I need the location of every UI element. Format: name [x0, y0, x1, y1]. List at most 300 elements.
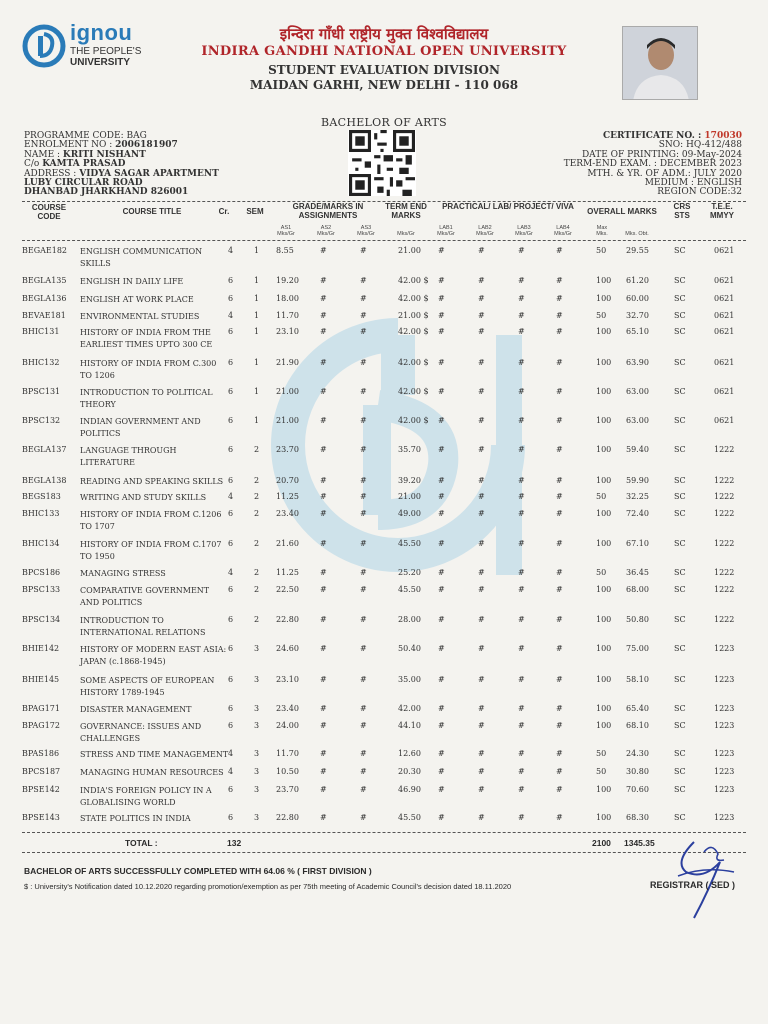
cell-code: BEVAE181	[22, 311, 66, 320]
cell-as1: 20.70	[276, 476, 299, 485]
cell-as1: 19.20	[276, 276, 299, 285]
cell-as1: 23.70	[276, 445, 299, 454]
cell-l4: #	[556, 358, 563, 367]
cell-sem: 1	[254, 358, 260, 367]
cell-l2: #	[478, 492, 485, 501]
cell-l3: #	[518, 675, 525, 684]
sub-as3: AS3 Mks/Gr	[357, 225, 375, 237]
cell-te: 12.60	[398, 749, 421, 758]
cell-max: 100	[596, 721, 612, 730]
cell-te: 50.40	[398, 644, 421, 653]
cell-te: 42.00 $	[398, 358, 429, 367]
cell-l4: #	[556, 704, 563, 713]
cell-code: BHIC133	[22, 509, 60, 518]
cell-l3: #	[518, 539, 525, 548]
university-address: MAIDAN GARHI, NEW DELHI - 110 068	[249, 78, 519, 92]
cell-cr: 6	[228, 785, 234, 794]
cell-sem: 2	[254, 476, 260, 485]
cell-code: BPSC134	[22, 615, 61, 624]
cell-l2: #	[478, 749, 485, 758]
student-name: KRITI NISHANT	[62, 149, 146, 160]
cell-max: 50	[596, 492, 607, 501]
cell-obt: 63.90	[626, 358, 649, 367]
cell-obt: 32.70	[626, 311, 649, 320]
cell-title: MANAGING STRESS	[80, 569, 166, 578]
cell-obt: 50.80	[626, 615, 649, 624]
cell-title: HISTORY OF MODERN EAST ASIA: JAPAN (c.1868-1945)	[80, 645, 227, 666]
cell-l4: #	[556, 311, 563, 320]
medium: MEDIUM : ENGLISH	[644, 178, 742, 189]
cell-code: BHIC132	[22, 358, 60, 367]
cell-l1: #	[438, 416, 445, 425]
cell-sem: 1	[254, 294, 260, 303]
cell-sts: SC	[674, 416, 686, 425]
cell-max: 100	[596, 416, 612, 425]
footnote: $ : University's Notification dated 10.12.2020 regarding promotion/exemption as per 75th meeting of Academic Council's decision dated 18.11.2020	[24, 882, 512, 891]
cell-te: 28.00	[398, 615, 421, 624]
cell-code: BHIE145	[22, 675, 60, 684]
cell-sem: 2	[254, 492, 260, 501]
cell-cr: 6	[228, 644, 234, 653]
cell-obt: 36.45	[626, 568, 649, 577]
cell-title: INDIAN GOVERNMENT AND POLITICS	[80, 417, 201, 438]
cell-title: COMPARATIVE GOVERNMENT AND POLITICS	[80, 586, 210, 607]
cell-l2: #	[478, 644, 485, 653]
cell-l3: #	[518, 327, 525, 336]
cell-te: 39.20	[398, 476, 421, 485]
cell-tee: 1222	[714, 492, 735, 501]
certificate-line: CERTIFICATE NO. : 170030	[602, 131, 742, 141]
cell-sts: SC	[674, 246, 686, 255]
cell-sts: SC	[674, 492, 686, 501]
cell-sem: 3	[254, 767, 260, 776]
certificate-number: 170030	[704, 131, 742, 141]
cell-l4: #	[556, 615, 563, 624]
cell-as3: #	[360, 785, 367, 794]
cell-sem: 2	[254, 585, 260, 594]
cell-max: 100	[596, 387, 612, 396]
cell-sts: SC	[674, 675, 686, 684]
cell-l4: #	[556, 416, 563, 425]
cell-tee: 1222	[714, 615, 735, 624]
cell-code: BHIC134	[22, 539, 60, 548]
cell-as1: 21.90	[276, 358, 299, 367]
student-photo-image	[623, 27, 698, 100]
cell-as3: #	[360, 568, 367, 577]
cell-as1: 24.60	[276, 644, 299, 653]
cell-sts: SC	[674, 311, 686, 320]
cell-as2: #	[320, 539, 327, 548]
care-of-line: C/o KAMTA PRASAD	[24, 159, 126, 170]
cell-tee: 1222	[714, 445, 735, 454]
cell-as2: #	[320, 327, 327, 336]
cell-cr: 6	[228, 585, 234, 594]
cell-sem: 2	[254, 539, 260, 548]
cell-title: STATE POLITICS IN INDIA	[80, 814, 191, 823]
cell-cr: 6	[228, 675, 234, 684]
cell-as2: #	[320, 568, 327, 577]
cell-sem: 3	[254, 721, 260, 730]
table-header-rule	[22, 240, 746, 241]
cell-sem: 1	[254, 387, 260, 396]
cell-l2: #	[478, 585, 485, 594]
cell-title: DISASTER MANAGEMENT	[80, 705, 192, 714]
cell-max: 50	[596, 749, 607, 758]
cell-as3: #	[360, 358, 367, 367]
col-credits: Cr.	[218, 207, 230, 216]
cell-te: 42.00 $	[398, 276, 429, 285]
cell-as2: #	[320, 615, 327, 624]
cell-te: 21.00 $	[398, 311, 429, 320]
cell-code: BPSC132	[22, 416, 61, 425]
cell-te: 20.30	[398, 767, 421, 776]
cell-sem: 3	[254, 813, 260, 822]
cell-l2: #	[478, 358, 485, 367]
cell-l3: #	[518, 721, 525, 730]
cell-l2: #	[478, 721, 485, 730]
cell-cr: 6	[228, 509, 234, 518]
cell-l1: #	[438, 276, 445, 285]
totals-rule	[22, 852, 746, 853]
cell-l1: #	[438, 585, 445, 594]
cell-l4: #	[556, 568, 563, 577]
cell-tee: 1222	[714, 476, 735, 485]
cell-te: 35.00	[398, 675, 421, 684]
cell-l4: #	[556, 246, 563, 255]
logo-tag-line2: UNIVERSITY	[70, 57, 131, 68]
cell-sts: SC	[674, 767, 686, 776]
cell-code: BPSE142	[22, 785, 60, 794]
cell-tee: 0621	[714, 416, 735, 425]
cell-obt: 32.25	[626, 492, 649, 501]
cell-as3: #	[360, 492, 367, 501]
cell-l1: #	[438, 327, 445, 336]
cell-l3: #	[518, 704, 525, 713]
cell-l1: #	[438, 509, 445, 518]
cell-sem: 2	[254, 615, 260, 624]
cell-cr: 4	[228, 246, 234, 255]
cell-as2: #	[320, 785, 327, 794]
cell-te: 42.00 $	[398, 416, 429, 425]
cell-as3: #	[360, 276, 367, 285]
cell-tee: 0621	[714, 387, 735, 396]
region-code: REGION CODE:32	[657, 187, 742, 198]
cell-code: BPAS186	[22, 749, 60, 758]
col-overall: OVERALL MARKS	[587, 207, 657, 216]
cell-te: 49.00	[398, 509, 421, 518]
cell-cr: 6	[228, 445, 234, 454]
cell-l1: #	[438, 813, 445, 822]
cell-te: 42.00 $	[398, 327, 429, 336]
cell-sts: SC	[674, 327, 686, 336]
cell-sem: 2	[254, 509, 260, 518]
cell-l4: #	[556, 294, 563, 303]
cell-tee: 0621	[714, 276, 735, 285]
cell-as2: #	[320, 311, 327, 320]
student-photo	[622, 26, 698, 100]
cell-l1: #	[438, 749, 445, 758]
sub-as1: AS1 Mks/Gr	[277, 225, 295, 237]
name-line: NAME : KRITI NISHANT	[24, 149, 146, 160]
cell-l1: #	[438, 785, 445, 794]
cell-l2: #	[478, 327, 485, 336]
cell-cr: 6	[228, 416, 234, 425]
cell-title: LANGUAGE THROUGH LITERATURE	[80, 446, 177, 467]
cell-title: HISTORY OF INDIA FROM C.1206 TO 1707	[80, 510, 222, 531]
cell-sts: SC	[674, 721, 686, 730]
cell-sts: SC	[674, 813, 686, 822]
total-marks-obtained: 1345.35	[624, 838, 655, 848]
cell-as1: 18.00	[276, 294, 299, 303]
cell-l2: #	[478, 509, 485, 518]
cell-l2: #	[478, 387, 485, 396]
cell-as2: #	[320, 675, 327, 684]
cell-as1: 10.50	[276, 767, 299, 776]
cell-as3: #	[360, 539, 367, 548]
cell-l3: #	[518, 358, 525, 367]
total-label: TOTAL :	[125, 838, 158, 848]
cell-obt: 72.40	[626, 509, 649, 518]
cell-l1: #	[438, 767, 445, 776]
cell-l3: #	[518, 615, 525, 624]
cell-obt: 30.80	[626, 767, 649, 776]
cell-l2: #	[478, 311, 485, 320]
cell-sts: SC	[674, 615, 686, 624]
cell-obt: 24.30	[626, 749, 649, 758]
cell-as1: 11.70	[276, 311, 299, 320]
cell-as3: #	[360, 327, 367, 336]
cell-tee: 1223	[714, 813, 735, 822]
cell-as3: #	[360, 675, 367, 684]
cell-l1: #	[438, 246, 445, 255]
cell-max: 100	[596, 585, 612, 594]
cell-l1: #	[438, 675, 445, 684]
cell-as2: #	[320, 358, 327, 367]
cell-l2: #	[478, 445, 485, 454]
total-credits: 132	[227, 838, 242, 848]
table-top-rule	[22, 201, 746, 202]
cell-l4: #	[556, 492, 563, 501]
cell-l2: #	[478, 568, 485, 577]
cell-as1: 23.10	[276, 327, 299, 336]
cell-l3: #	[518, 767, 525, 776]
cell-cr: 6	[228, 294, 234, 303]
cell-as2: #	[320, 492, 327, 501]
cell-te: 42.00	[398, 704, 421, 713]
cell-as3: #	[360, 749, 367, 758]
qr-code-icon	[348, 130, 416, 196]
cell-obt: 75.00	[626, 644, 649, 653]
cell-sts: SC	[674, 445, 686, 454]
cell-sts: SC	[674, 276, 686, 285]
cell-te: 25.20	[398, 568, 421, 577]
cell-l4: #	[556, 767, 563, 776]
division-name: STUDENT EVALUATION DIVISION	[268, 63, 500, 77]
cell-sts: SC	[674, 294, 686, 303]
care-of-name: KAMTA PRASAD	[42, 159, 126, 170]
cell-as1: 22.80	[276, 615, 299, 624]
cell-sem: 3	[254, 749, 260, 758]
cell-l2: #	[478, 539, 485, 548]
cell-code: BPAG171	[22, 704, 60, 713]
address-line3: DHANBAD JHARKHAND 826001	[24, 187, 189, 198]
sub-lab2: LAB2 Mks/Gr	[476, 225, 494, 237]
cell-l2: #	[478, 416, 485, 425]
cell-sts: SC	[674, 585, 686, 594]
cell-cr: 6	[228, 721, 234, 730]
cell-sts: SC	[674, 476, 686, 485]
cell-code: BEGS183	[22, 492, 61, 501]
cell-code: BPCS186	[22, 568, 61, 577]
cell-code: BEGAE182	[22, 246, 67, 255]
cell-cr: 6	[228, 813, 234, 822]
cell-title: ENGLISH IN DAILY LIFE	[80, 277, 184, 286]
cell-l1: #	[438, 568, 445, 577]
cell-title: SOME ASPECTS OF EUROPEAN HISTORY 1789-1945	[80, 676, 215, 697]
cell-l4: #	[556, 276, 563, 285]
total-max-marks: 2100	[592, 838, 611, 848]
cell-l2: #	[478, 276, 485, 285]
cell-l4: #	[556, 476, 563, 485]
cell-max: 100	[596, 294, 612, 303]
cell-cr: 6	[228, 615, 234, 624]
cell-max: 100	[596, 445, 612, 454]
cell-obt: 68.10	[626, 721, 649, 730]
cell-l1: #	[438, 476, 445, 485]
cell-code: BHIC131	[22, 327, 60, 336]
cell-l3: #	[518, 568, 525, 577]
student-details	[24, 132, 219, 198]
cell-as3: #	[360, 311, 367, 320]
cell-as3: #	[360, 246, 367, 255]
cell-tee: 0621	[714, 327, 735, 336]
cell-obt: 65.10	[626, 327, 649, 336]
cell-as3: #	[360, 387, 367, 396]
cell-l1: #	[438, 644, 445, 653]
cell-title: WRITING AND STUDY SKILLS	[80, 493, 207, 502]
cell-title: ENGLISH COMMUNICATION SKILLS	[80, 247, 203, 268]
cell-obt: 63.00	[626, 387, 649, 396]
cell-as1: 23.10	[276, 675, 299, 684]
cell-l3: #	[518, 276, 525, 285]
cell-l1: #	[438, 492, 445, 501]
cell-tee: 1223	[714, 785, 735, 794]
cell-l4: #	[556, 387, 563, 396]
cell-te: 21.00	[398, 492, 421, 501]
cell-code: BPCS187	[22, 767, 61, 776]
registrar-label: REGISTRAR ( SED )	[650, 880, 736, 890]
logo-word: ignou	[70, 20, 133, 45]
enrolment-number: 2006181907	[115, 140, 178, 151]
cell-sts: SC	[674, 539, 686, 548]
cell-te: 42.00 $	[398, 294, 429, 303]
university-name-english: INDIRA GANDHI NATIONAL OPEN UNIVERSITY	[201, 44, 567, 59]
cell-l4: #	[556, 509, 563, 518]
cell-l3: #	[518, 644, 525, 653]
cell-obt: 63.00	[626, 416, 649, 425]
signature-icon	[664, 832, 744, 922]
cell-as3: #	[360, 721, 367, 730]
cell-code: BPSC131	[22, 387, 61, 396]
cell-sem: 1	[254, 246, 260, 255]
cell-obt: 58.10	[626, 675, 649, 684]
cell-te: 45.50	[398, 539, 421, 548]
cell-as3: #	[360, 476, 367, 485]
cell-max: 100	[596, 327, 612, 336]
cell-as1: 21.60	[276, 539, 299, 548]
cell-max: 50	[596, 568, 607, 577]
col-semester: SEM	[246, 207, 264, 216]
cell-l2: #	[478, 675, 485, 684]
address-line2: LUBY CIRCULAR ROAD	[24, 178, 143, 189]
cell-l3: #	[518, 311, 525, 320]
cell-max: 100	[596, 704, 612, 713]
university-name-hindi: इन्दिरा गाँधी राष्ट्रीय मुक्त विश्वविद्यालय	[279, 25, 489, 43]
cell-te: 45.50	[398, 813, 421, 822]
cell-sts: SC	[674, 785, 686, 794]
cell-code: BEGLA136	[22, 294, 67, 303]
cell-as3: #	[360, 445, 367, 454]
cell-as2: #	[320, 721, 327, 730]
cell-as1: 8.55	[276, 246, 294, 255]
cell-cr: 6	[228, 358, 234, 367]
cell-l3: #	[518, 749, 525, 758]
cell-cr: 4	[228, 311, 234, 320]
cell-l2: #	[478, 246, 485, 255]
cell-as2: #	[320, 387, 327, 396]
cell-l3: #	[518, 585, 525, 594]
cell-l1: #	[438, 358, 445, 367]
cell-as1: 11.25	[276, 492, 299, 501]
col-practical: PRACTICAL/ LAB/ PROJECT/ VIVA	[442, 202, 574, 211]
cell-l4: #	[556, 539, 563, 548]
printing-date: DATE OF PRINTING: 09-May-2024	[581, 149, 742, 160]
cell-l3: #	[518, 813, 525, 822]
sub-marks-obtained: Mks. Obt.	[625, 231, 649, 237]
cell-title: READING AND SPEAKING SKILLS	[80, 477, 224, 486]
cell-max: 50	[596, 246, 607, 255]
cell-tee: 1222	[714, 509, 735, 518]
cell-obt: 59.90	[626, 476, 649, 485]
certificate-details	[564, 132, 742, 198]
cell-as2: #	[320, 416, 327, 425]
cell-max: 100	[596, 785, 612, 794]
cell-as3: #	[360, 644, 367, 653]
cell-te: 35.70	[398, 445, 421, 454]
cell-tee: 0621	[714, 358, 735, 367]
col-tee-mmyy: T.E.E. MMYY	[710, 202, 734, 220]
cell-as3: #	[360, 416, 367, 425]
cell-title: HISTORY OF INDIA FROM C.300 TO 1206	[80, 359, 217, 380]
sub-lab1: LAB1 Mks/Gr	[437, 225, 455, 237]
cell-l1: #	[438, 539, 445, 548]
cell-obt: 65.40	[626, 704, 649, 713]
cell-title: INTRODUCTION TO POLITICAL THEORY	[80, 388, 213, 409]
cell-title: HISTORY OF INDIA FROM C.1707 TO 1950	[80, 540, 222, 561]
sub-term-end: Mks/Gr	[397, 231, 415, 237]
cell-as3: #	[360, 767, 367, 776]
cell-l3: #	[518, 445, 525, 454]
cell-max: 100	[596, 276, 612, 285]
cell-l2: #	[478, 767, 485, 776]
cell-title: ENVIRONMENTAL STUDIES	[80, 312, 200, 321]
cell-max: 100	[596, 615, 612, 624]
cell-l4: #	[556, 749, 563, 758]
cell-l1: #	[438, 445, 445, 454]
cell-l2: #	[478, 813, 485, 822]
cell-te: 46.90	[398, 785, 421, 794]
cell-te: 21.00	[398, 246, 421, 255]
